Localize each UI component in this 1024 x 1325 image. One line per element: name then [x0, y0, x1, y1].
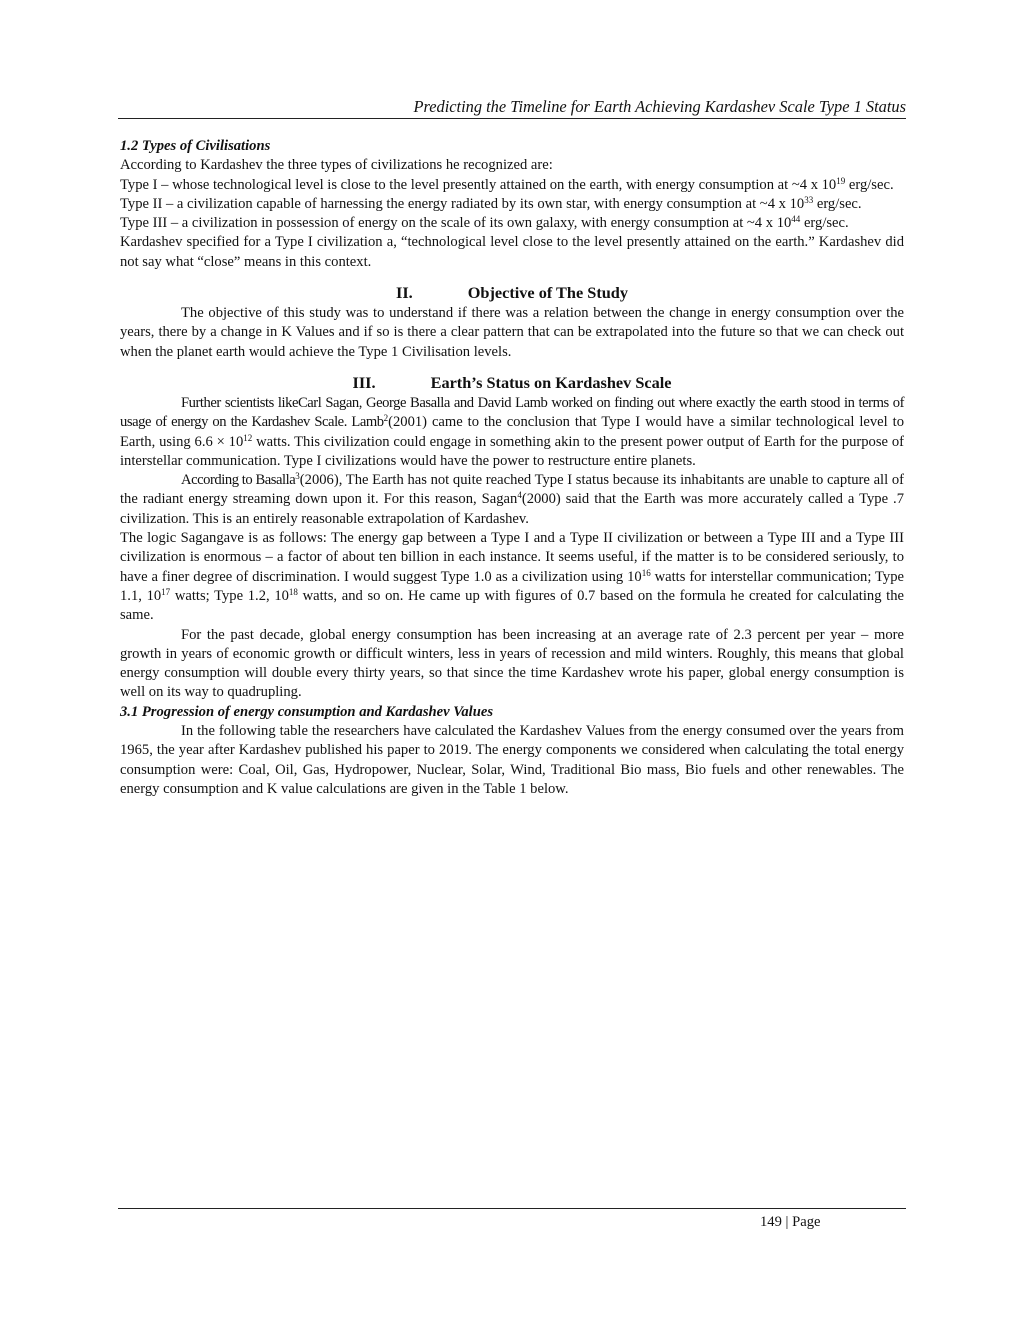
types-closing-paragraph: Kardashev specified for a Type I civilization a, “technological level close to the level presently attained on the earth.” Kardashev did not say what “close” means in this context. — [120, 234, 904, 270]
section-1-2-heading: 1.2 Types of Civilisations — [120, 138, 271, 154]
basalla-reference: 3 — [295, 471, 300, 482]
p1-exponent: 12 — [243, 432, 253, 443]
page-content — [120, 137, 904, 799]
section-3-number: III. — [352, 372, 376, 392]
type-3-text: Type III – a civilization in possession of energy on the scale of its own galaxy, with energy consumption at ~4 x 10 — [120, 215, 792, 232]
p2-text-b: (2006), The Earth has not quite reached Type I status because its inhabitants are unable to capture all of the radiant energy streaming down upon it. For this reason, Sagan — [120, 472, 905, 508]
p3-text-d: watts, and so on. He came up with figures of 0.7 based on the formula he created for calculating the same. — [120, 587, 905, 624]
types-intro: According to Kardashev the three types of civilizations he recognized are: — [120, 157, 553, 174]
lamb-reference: 2 — [383, 413, 389, 424]
header-rule — [118, 118, 906, 119]
p2-text-a: According to Basalla — [181, 472, 296, 489]
p3-exponent-3: 18 — [288, 586, 298, 597]
earth-status-paragraph-3 — [120, 529, 904, 625]
section-3-title: Earth’s Status on Kardashev Scale — [430, 372, 672, 392]
p3-exponent-2: 17 — [161, 586, 171, 597]
sagan-reference: 4 — [517, 490, 522, 501]
page-number: 149 | Page — [760, 1214, 821, 1230]
p3-text-a: The logic Sagangave is as follows: The energy gap between a Type I and a Type II civilization or between a Type III and a Type III civilization is enormous – a factor of about ten billion in each instance. It seems useful, if the matter is to be considered seriously, to have a finer degree of discrimination. I would suggest Type 1.0 as a civilization using 10 — [120, 530, 904, 585]
p3-text-c: watts; Type 1.2, 10 — [170, 587, 289, 604]
type-1-text: Type I – whose technological level is close to the level presently attained on the earth, with energy consumption at ~4 x 10 — [120, 176, 837, 193]
type-2-definition — [120, 195, 904, 214]
p1-text-c: watts. This civilization could engage in something akin to the present power output of Earth for the purpose of interstellar communication. Type I civilizations would have the power to restructure entire planets. — [120, 433, 904, 469]
earth-status-paragraph-2 — [120, 471, 904, 529]
section-2-title: Objective of The Study — [467, 283, 628, 303]
progression-paragraph: In the following table the researchers have calculated the Kardashev Values from the energy consumed over the years from 1965, the year after Kardashev published his paper to 2019. The energy components we considered when calculating the total energy consumption were: Coal, Oil, Gas, Hydropower, Nuclear, Solar, Wind, Traditional Bio mass, Bio fuels and other renewables. The energy consumption and K value calculations are given in the Table 1 below. — [120, 723, 904, 797]
type-2-unit: erg/sec. — [813, 195, 862, 212]
earth-status-paragraph-4: For the past decade, global energy consumption has been increasing at an average rate of 2.3 percent per year – more growth in years of economic growth or difficult winters, less in years of recession and mild winters. Roughly, this means that global energy consumption will double every thirty years, so that since the time Kardashev wrote his paper, global energy consumption is well on its way to quadrupling. — [120, 626, 904, 701]
p3-text-b: watts for interstellar communication; Type 1.1, 10 — [120, 568, 904, 604]
p1-text-a: Further scientists likeCarl Sagan, George Basalla and David Lamb worked on finding out where exactly the earth stood in terms of usage of energy on the Kardashev Scale. Lamb — [120, 394, 904, 431]
footer-rule — [118, 1208, 906, 1209]
p3-exponent-1: 16 — [641, 567, 651, 578]
type-2-exponent: 33 — [804, 194, 814, 205]
type-2-text: Type II – a civilization capable of harnessing the energy radiated by its own star, with energy consumption at ~4 x 10 — [120, 195, 805, 212]
type-3-unit: erg/sec. — [800, 215, 849, 232]
type-3-definition — [120, 214, 904, 233]
type-3-exponent: 44 — [791, 214, 801, 225]
p2-text-c: (2000) said that the Earth was more accurately called a Type .7 civilization. This is an entirely reasonable extrapolation of Kardashev. — [120, 491, 904, 527]
earth-status-paragraph-1 — [120, 394, 904, 471]
running-header: Predicting the Timeline for Earth Achieving Kardashev Scale Type 1 Status — [413, 97, 906, 116]
section-3-heading — [120, 372, 904, 394]
section-2-heading — [120, 282, 904, 304]
objective-paragraph: The objective of this study was to understand if there was a relation between the change in energy consumption over the years, there by a change in K Values and if so is there a clear pattern that can be extrapolated into the future so that we can check out when the planet earth would achieve the Type 1 Civilisation levels. — [120, 305, 904, 360]
section-2-number: II. — [395, 283, 413, 303]
p1-text-b: (2001) came to the conclusion that Type I would have a similar technological level to Earth, using 6.6 × 10 — [120, 414, 904, 450]
type-1-exponent: 19 — [836, 175, 846, 186]
type-1-unit: erg/sec. — [845, 176, 894, 193]
section-3-1-heading: 3.1 Progression of energy consumption and Kardashev Values — [120, 703, 493, 720]
type-1-definition — [120, 176, 904, 195]
